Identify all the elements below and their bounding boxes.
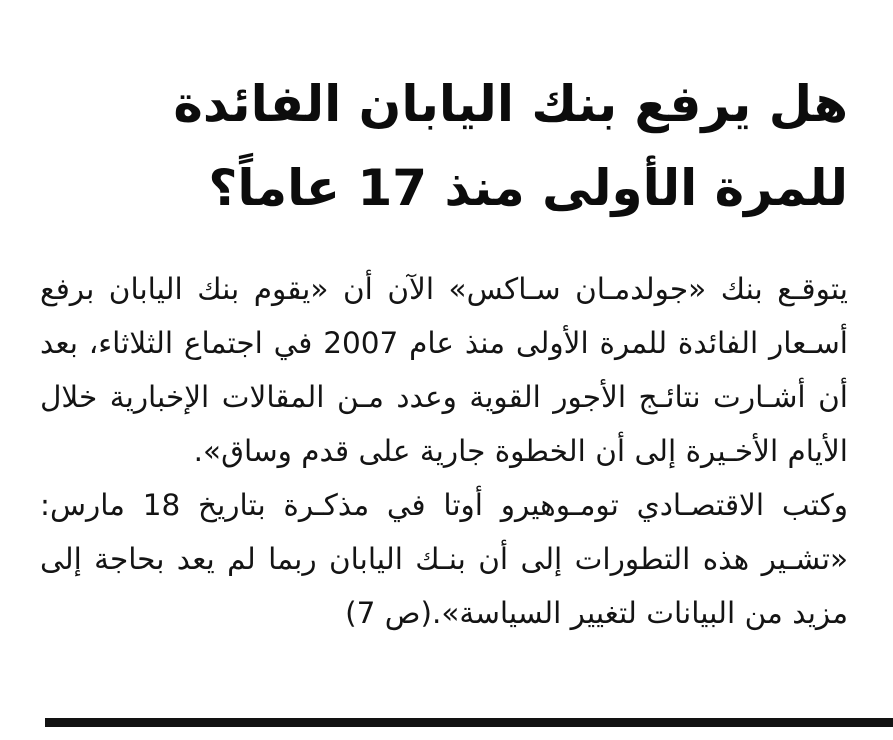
article-paragraph-1: يتوقـع بنك «جولدمـان سـاكس» الآن أن «يقوم بنك اليابان برفع أسـعار الفائدة للمرة الأولى منذ عام 2007 في اجتماع الثلاثاء، بعد أن أشـارت نتائـج الأجور القوية وعدد مـن المقالات الإخبارية خلال الأيام الأخـيرة إلى أن الخطوة جارية على قدم وساق».: [40, 272, 848, 468]
headline-line-1: هل يرفع بنك اليابان الفائدة: [173, 75, 848, 133]
article-body: [40, 262, 848, 640]
headline-line-2: للمرة الأولى منذ 17 عاماً؟: [208, 159, 848, 217]
article-headline: [38, 62, 848, 230]
article-paragraph-2: وكتب الاقتصـادي تومـوهيرو أوتا في مذكـرة بتاريخ 18 مارس: «تشـير هذه التطورات إلى أن بنـك اليابان ربما لم يعد بحاجة إلى مزيد من البيانات لتغيير السياسة».(ص 7): [40, 488, 848, 630]
bottom-divider: [45, 718, 893, 727]
